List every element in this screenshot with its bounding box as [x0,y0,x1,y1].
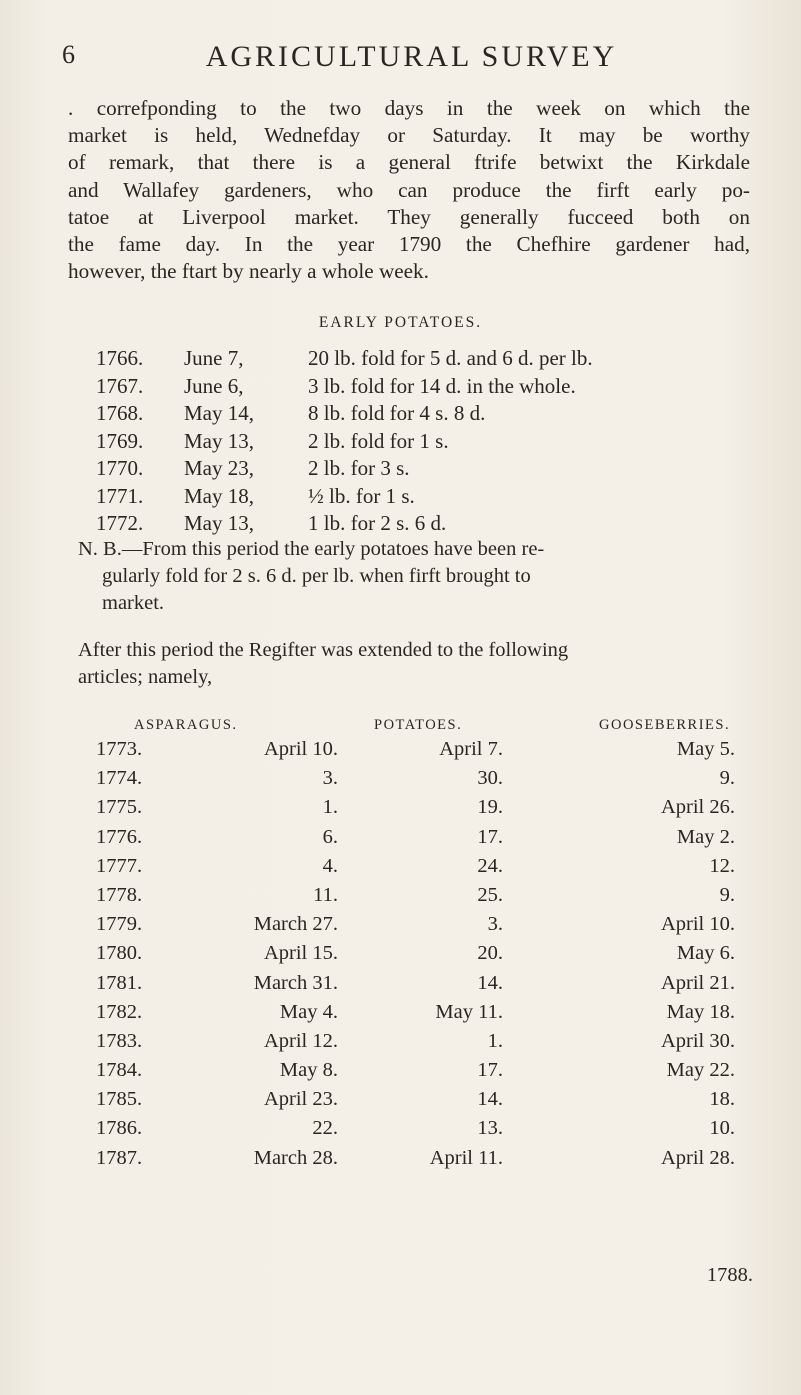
year-cell: 1778. [96,883,143,906]
table-row [0,767,801,796]
year-cell: 1774. [96,767,143,790]
text-line: the fame day. In the year 1790 the Chefhire gardener had, [68,232,750,257]
gooseberries-cell: 9. [719,883,735,906]
text-line: After this period the Regifter was extended to the following [78,639,569,661]
text-line: gularly fold for 2 s. 6 d. per lb. when firft brought to [102,565,531,587]
year-cell: 1777. [96,854,143,877]
text-line: articles; namely, [78,666,213,688]
date-cell: May 13, [184,428,254,453]
description-cell: 1 lb. for 2 s. 6 d. [308,511,447,535]
register-table [0,738,801,1176]
year-cell: 1782. [96,1000,143,1023]
potatoes-cell: 3. [487,913,503,936]
table-row [0,738,801,767]
gooseberries-cell: April 28. [660,1146,735,1169]
year-cell: 1776. [96,825,143,848]
asparagus-cell: 4. [322,854,338,877]
gooseberries-cell: 18. [709,1088,735,1111]
potatoes-cell: 20. [477,942,503,965]
potatoes-cell: 13. [477,1117,503,1140]
table-row [0,1030,801,1059]
gooseberries-cell: 9. [719,767,735,790]
potatoes-cell: 1. [487,1029,503,1052]
table-row [0,826,801,855]
potatoes-cell: 24. [477,854,503,877]
potatoes-cell: April 11. [429,1146,503,1169]
header-asparagus: ASPARAGUS. [134,717,238,733]
date-cell: May 23, [184,456,254,480]
gooseberries-cell: 12. [709,854,735,877]
year-cell: 1769. [96,428,144,453]
asparagus-cell: April 10. [263,738,338,760]
description-cell: 2 lb. for 3 s. [308,456,410,480]
potatoes-cell: 30. [477,767,503,790]
gooseberries-cell: April 10. [660,913,735,936]
asparagus-cell: April 12. [263,1029,338,1052]
asparagus-cell: 3. [322,767,338,790]
text-line: of remark, that there is a general ftrife betwixt the Kirkdale [68,150,750,175]
gooseberries-cell: May 22. [666,1059,735,1082]
date-cell: May 18, [184,483,254,508]
year-cell: 1768. [96,401,144,425]
continuation-catchword: 1788. [706,1264,753,1286]
asparagus-cell: March 31. [253,971,338,994]
table-row [0,1001,801,1030]
date-cell: June 7, [184,346,244,370]
description-cell: 2 lb. fold for 1 s. [308,428,449,453]
description-cell: 20 lb. fold for 5 d. and 6 d. per lb. [308,346,593,370]
intro-paragraph [68,95,750,285]
gooseberries-cell: May 5. [676,738,735,760]
gooseberries-cell: April 21. [660,971,735,994]
year-cell: 1775. [96,796,143,819]
potatoes-cell: 17. [477,1059,503,1082]
asparagus-cell: May 8. [279,1059,338,1082]
year-cell: 1766. [96,346,144,370]
gooseberries-cell: May 6. [676,942,735,965]
text-line: however, the ftart by nearly a whole week. [68,259,429,284]
year-cell: 1770. [96,456,144,480]
year-cell: 1779. [96,913,143,936]
table-row [0,884,801,913]
text-line: market is held, Wednefday or Saturday. It may be worthy [68,123,750,148]
table-row [0,942,801,971]
table-row [0,1117,801,1146]
text-line: N. B.—From this period the early potatoes have been re- [78,538,545,560]
potatoes-cell: April 7. [439,738,503,760]
year-cell: 1773. [96,738,143,760]
year-cell: 1780. [96,942,143,965]
asparagus-cell: April 23. [263,1088,338,1111]
page-number: 6 [62,40,75,69]
potatoes-cell: 25. [477,883,503,906]
gooseberries-cell: May 2. [676,825,735,848]
gooseberries-cell: April 26. [660,796,735,819]
potatoes-cell: 14. [477,971,503,994]
asparagus-cell: 22. [312,1117,338,1140]
potatoes-cell: 14. [477,1088,503,1111]
table-row [0,1147,801,1176]
year-cell: 1785. [96,1088,143,1111]
year-cell: 1767. [96,373,144,398]
potatoes-cell: 17. [477,825,503,848]
section-heading: EARLY POTATOES. [318,314,483,331]
year-cell: 1783. [96,1029,143,1052]
date-cell: May 13, [184,511,254,535]
register-column-headers [0,717,801,737]
header-gooseberries: GOOSEBERRIES. [599,717,731,733]
asparagus-cell: 11. [313,883,338,906]
text-line: tatoe at Liverpool market. They generally fucceed both on [68,204,750,229]
year-cell: 1781. [96,971,143,994]
year-cell: 1784. [96,1059,143,1082]
asparagus-cell: March 27. [253,913,338,936]
text-line: market. [102,592,165,614]
gooseberries-cell: April 30. [660,1029,735,1052]
year-cell: 1786. [96,1117,143,1140]
asparagus-cell: 1. [322,796,338,819]
table-row [0,1088,801,1117]
register-extension-paragraph [78,637,750,691]
year-cell: 1787. [96,1146,143,1169]
asparagus-cell: April 15. [263,942,338,965]
gooseberries-cell: 10. [709,1117,735,1140]
nota-bene-note [78,536,750,617]
table-row [0,972,801,1001]
header-potatoes: POTATOES. [374,717,463,733]
description-cell: ½ lb. for 1 s. [308,483,415,508]
potatoes-cell: May 11. [435,1000,503,1023]
date-cell: May 14, [184,401,254,425]
year-cell: 1772. [96,511,144,535]
potatoes-cell: 19. [477,796,503,819]
table-row [0,855,801,884]
asparagus-cell: March 28. [253,1146,338,1169]
asparagus-cell: May 4. [279,1000,338,1023]
text-line: . correfponding to the two days in the week on which the [68,96,750,120]
date-cell: June 6, [184,373,244,398]
running-title: AGRICULTURAL SURVEY [205,40,618,73]
description-cell: 3 lb. fold for 14 d. in the whole. [308,373,576,398]
text-line: and Wallafey gardeners, who can produce the firft early po- [68,177,750,202]
table-row [0,913,801,942]
table-row [0,796,801,825]
year-cell: 1771. [96,483,144,508]
description-cell: 8 lb. fold for 4 s. 8 d. [308,401,486,425]
gooseberries-cell: May 18. [666,1000,735,1023]
asparagus-cell: 6. [322,825,338,848]
table-row [0,1059,801,1088]
page-header [62,40,761,80]
